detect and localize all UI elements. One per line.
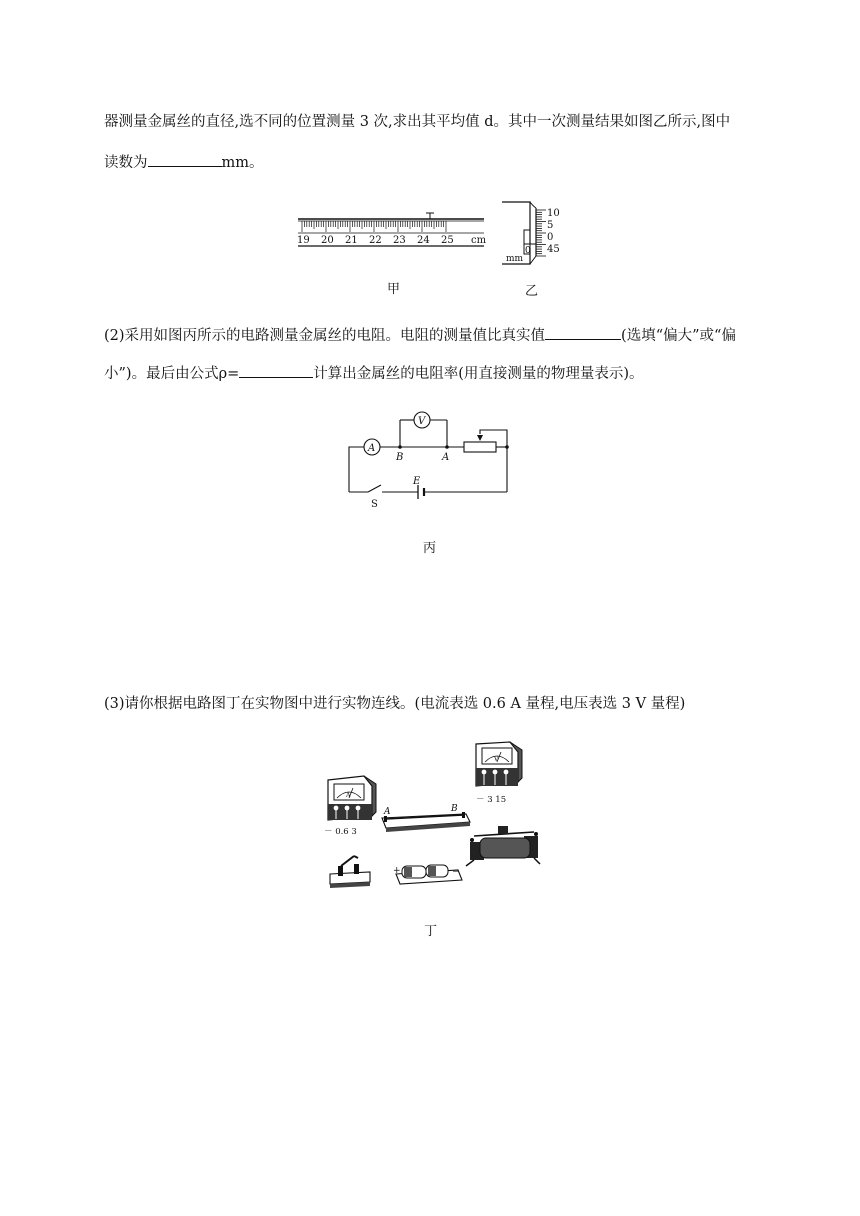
answer-blank-reading[interactable] (148, 152, 222, 167)
ding-voltmeter-face: V (494, 756, 499, 763)
yi-unit: mm (506, 254, 524, 264)
answer-blank-bias[interactable] (545, 325, 621, 340)
figure-jia-caliper (296, 212, 486, 256)
q2-line1-prefix: (2)采用如图丙所示的电路测量金属丝的电阻。电阻的测量值比真实值 (104, 328, 546, 344)
q2-line2-prefix: 小”)。最后由公式ρ= (104, 366, 240, 382)
answer-blank-formula[interactable] (239, 363, 313, 378)
ding-wire-a: A (384, 807, 391, 817)
figure-yi-micrometer (500, 198, 570, 268)
caption-bing: 丙 (423, 541, 437, 556)
ding-wire-board[interactable] (382, 804, 470, 832)
caption-yi: 乙 (525, 284, 539, 299)
yi-main-zero: 0 (525, 246, 531, 256)
caption-ding: 丁 (424, 924, 438, 939)
ding-ammeter-face: A (346, 792, 351, 799)
ding-ammeter-terminals: － 0.6 3 (324, 827, 357, 837)
jia-unit: cm (471, 235, 487, 246)
bing-point-a: A (442, 452, 450, 463)
caliper-tick-label: 20 (321, 235, 334, 246)
caliper-tick-label: 19 (297, 235, 310, 246)
q2-line2-suffix: 计算出金属丝的电阻率(用直接测量的物理量表示)。 (313, 366, 644, 382)
q1-line2-suffix: mm。 (221, 155, 264, 171)
bing-battery-label: E (413, 476, 421, 487)
bing-switch-label: S (371, 499, 378, 510)
caliper-tick-label: 24 (417, 235, 430, 246)
q1-line2-prefix: 读数为 (104, 155, 148, 171)
caliper-tick-label: 21 (345, 235, 358, 246)
bing-voltmeter-label: V (418, 416, 426, 427)
ding-ammeter[interactable] (324, 776, 376, 837)
ding-battery-plus: + (393, 866, 401, 876)
q2-line1-suffix: (选填“偏大”或“偏 (621, 328, 736, 344)
ding-battery-minus: − (452, 867, 460, 877)
caliper-tick-label: 23 (393, 235, 406, 246)
bing-point-b: B (396, 452, 404, 463)
q1-line2 (104, 152, 264, 173)
ding-switch[interactable] (330, 856, 370, 888)
q1-line1: 器测量金属丝的直径,选不同的位置测量 3 次,求出其平均值 d。其中一次测量结果如图乙所示,图中 (104, 114, 731, 130)
caliper-tick-label: 22 (369, 235, 382, 246)
yi-scale-5: 5 (547, 220, 554, 231)
yi-scale-0: 0 (547, 232, 554, 243)
figure-bing-circuit (346, 408, 516, 510)
yi-scale-10: 10 (547, 208, 560, 219)
yi-scale-45: 45 (547, 244, 560, 255)
figure-ding-apparatus (320, 740, 540, 896)
q2-line2 (104, 363, 644, 384)
ding-voltmeter-terminals: － 3 15 (476, 795, 507, 805)
q2-line1 (104, 325, 736, 346)
caliper-tick-label: 25 (441, 235, 454, 246)
ding-voltmeter[interactable] (476, 742, 522, 805)
q3-line: (3)请你根据电路图丁在实物图中进行实物连线。(电流表选 0.6 A 量程,电压表选 3 V 量程) (104, 696, 686, 712)
ding-rheostat[interactable] (466, 826, 540, 866)
bing-ammeter-label: A (368, 443, 376, 454)
caption-jia: 甲 (387, 282, 401, 297)
ding-wire-b: B (451, 804, 458, 814)
ding-battery[interactable] (393, 865, 462, 884)
